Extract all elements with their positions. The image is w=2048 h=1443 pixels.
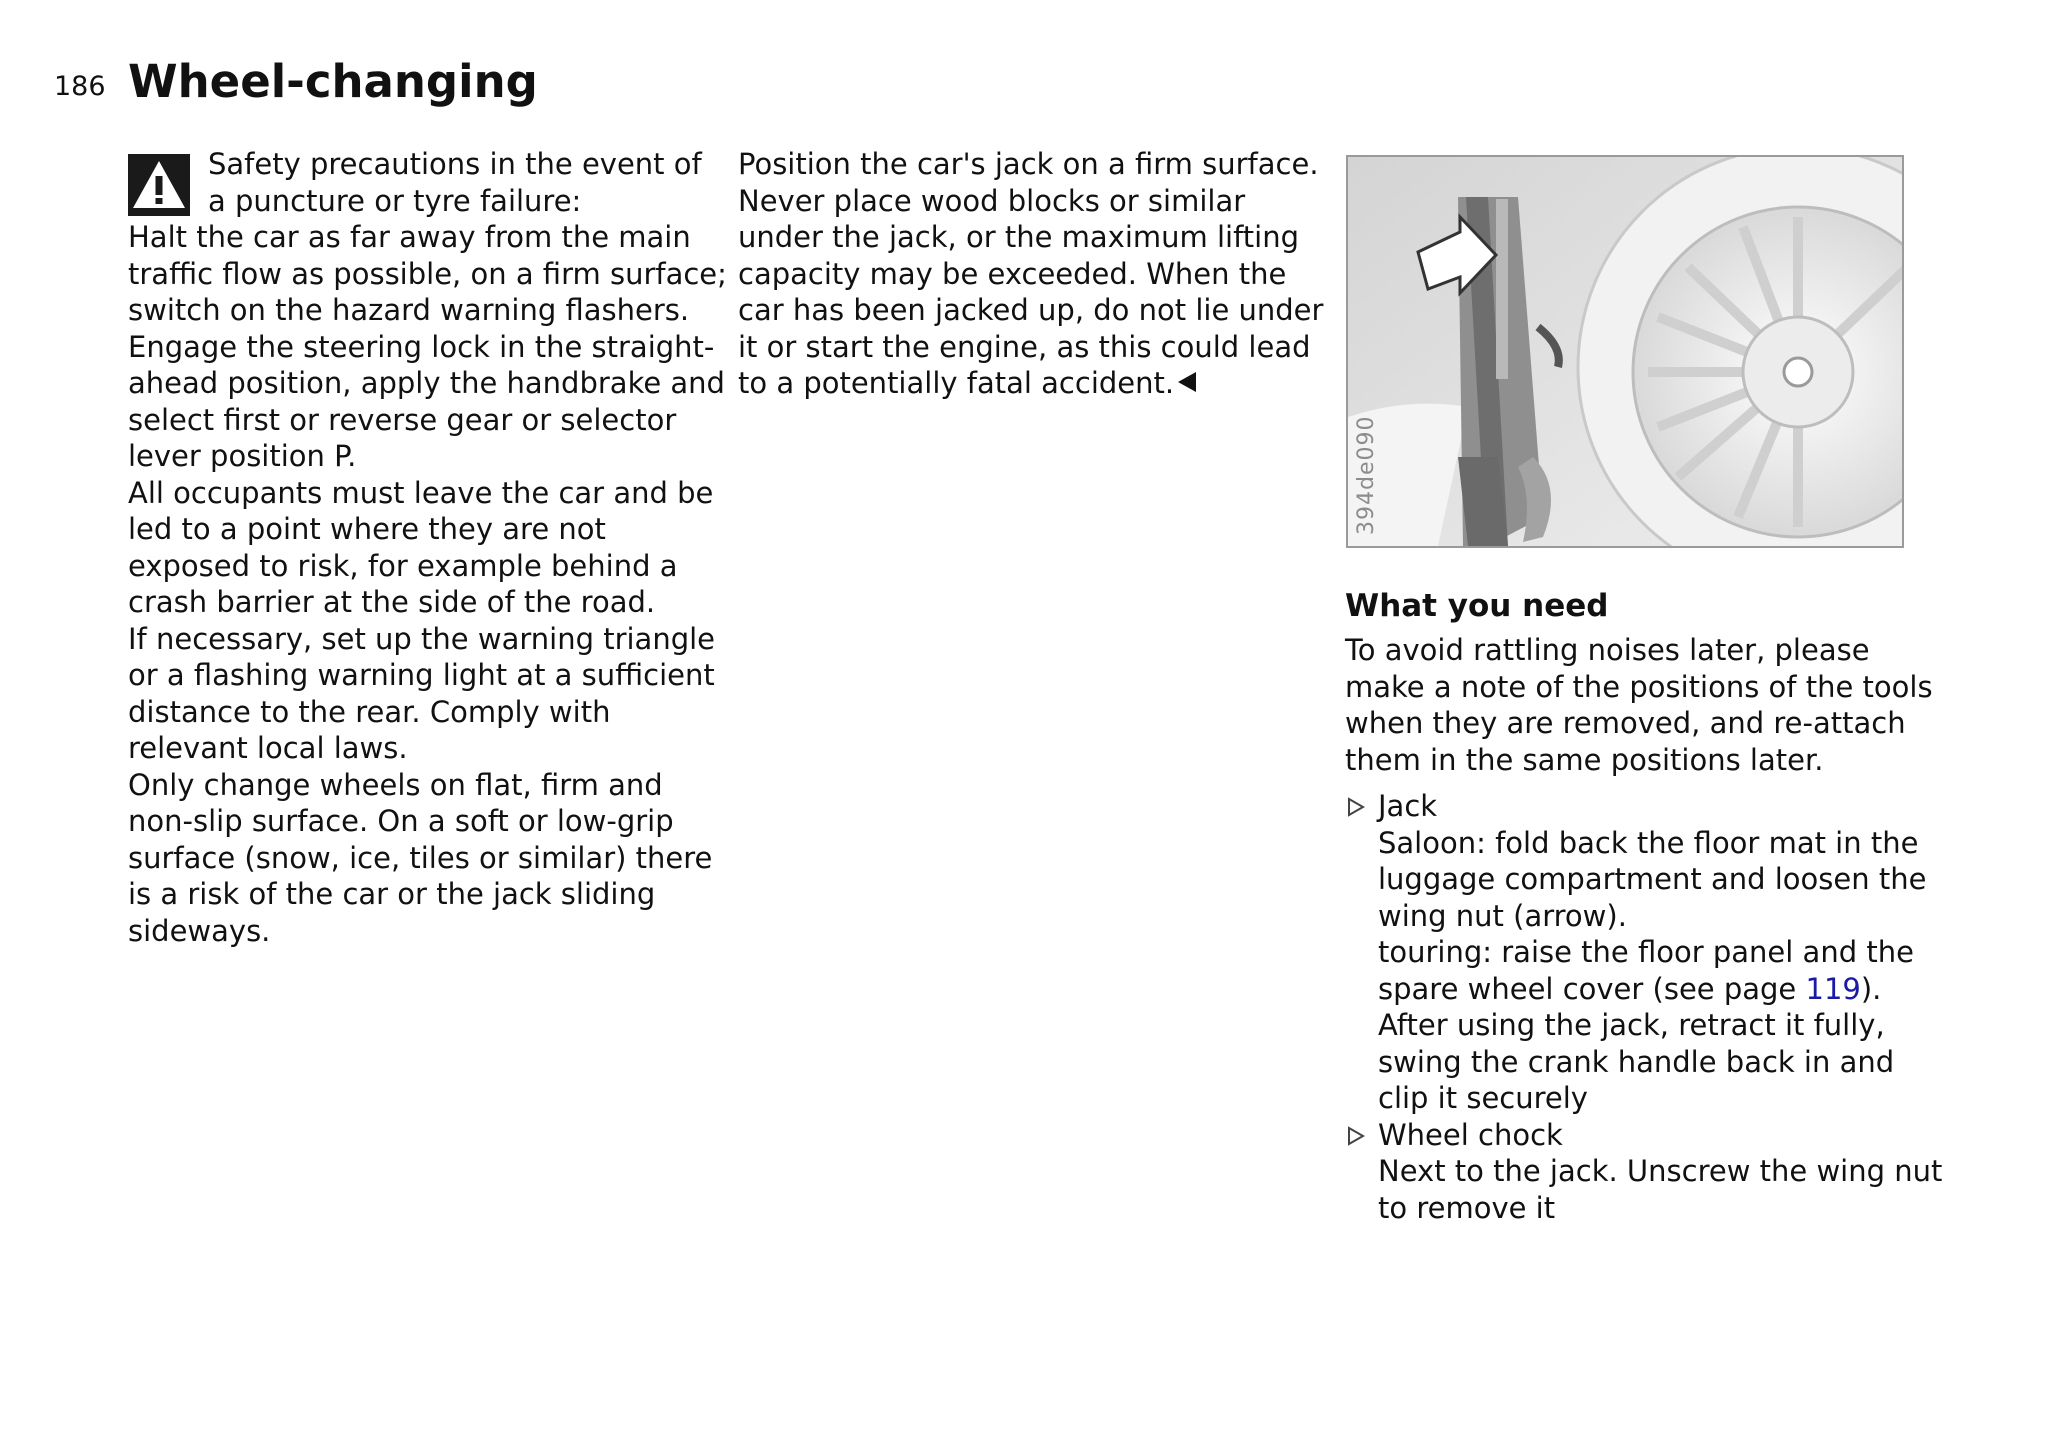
page-title: Wheel-changing — [128, 55, 538, 108]
triangle-bullet-icon — [1347, 1126, 1365, 1146]
section-intro: To avoid rattling noises later, please make a note of the positions of the tools when they are removed, and re-attach them in the same positions later. — [1345, 633, 1933, 777]
warning-triangle-icon — [128, 154, 190, 216]
safety-column-left — [128, 146, 728, 949]
tool-list — [1345, 788, 1945, 1226]
page-reference-link[interactable]: 119 — [1805, 971, 1861, 1006]
tool-description: Saloon: fold back the floor mat in the luggage compartment and loosen the wing nut (arrow). — [1378, 825, 1927, 933]
figure-code: 394de090 — [1354, 415, 1379, 535]
safety-intro: Safety precautions in the event of a puncture or tyre failure: — [208, 147, 702, 218]
list-item — [1345, 1117, 1945, 1227]
safety-paragraph: If necessary, set up the warning triangle or a flashing warning light at a sufficient distance to the rear. Comply with relevant local laws. — [128, 621, 716, 765]
jack-location-illustration — [1346, 155, 1904, 548]
touring-text-end: ). — [1860, 971, 1882, 1006]
tool-name: Wheel chock — [1378, 1117, 1563, 1152]
wing-nut — [1784, 358, 1812, 386]
jack-screw — [1496, 199, 1508, 379]
safety-jack-text: Position the car's jack on a firm surface. Never place wood blocks or similar under the jack, or the maximum lifting capacity may be exceeded. When the car has been jacked up, do not lie under it or start the engine, as this could lead to a potentially fatal accident. — [738, 147, 1324, 400]
tool-description: Next to the jack. Unscrew the wing nut to remove it — [1378, 1154, 1943, 1225]
section-heading: What you need — [1345, 588, 1609, 624]
triangle-bullet-icon — [1347, 797, 1365, 817]
what-you-need-section — [1345, 586, 1945, 1226]
touring-text: touring: raise the floor panel and the spare wheel cover (see page — [1378, 935, 1914, 1006]
tool-description-touring — [1378, 934, 1945, 1007]
safety-column-middle — [738, 146, 1338, 402]
list-item — [1345, 788, 1945, 1117]
safety-paragraph: Only change wheels on flat, firm and non-slip surface. On a soft or low-grip surface (snow, ice, tiles or similar) there is a risk of the car or the jack sliding sideways. — [128, 767, 713, 948]
end-of-warning-icon — [1178, 372, 1196, 392]
tool-description-after-use: After using the jack, retract it fully, swing the crank handle back in and clip it securely — [1378, 1008, 1895, 1115]
safety-paragraph-jack — [738, 146, 1338, 402]
page-number: 186 — [54, 71, 106, 102]
safety-paragraph: Halt the car as far away from the main traffic flow as possible, on a firm surface; switch on the hazard warning flashers. — [128, 220, 727, 327]
tool-name: Jack — [1378, 789, 1438, 823]
jack-illustration-svg — [1348, 157, 1902, 546]
safety-paragraph: Engage the steering lock in the straight-ahead position, apply the handbrake and select first or reverse gear or selector lever position P. — [128, 329, 725, 473]
safety-paragraph: All occupants must leave the car and be led to a point where they are not exposed to risk, for example behind a crash barrier at the side of the road. — [128, 475, 714, 619]
